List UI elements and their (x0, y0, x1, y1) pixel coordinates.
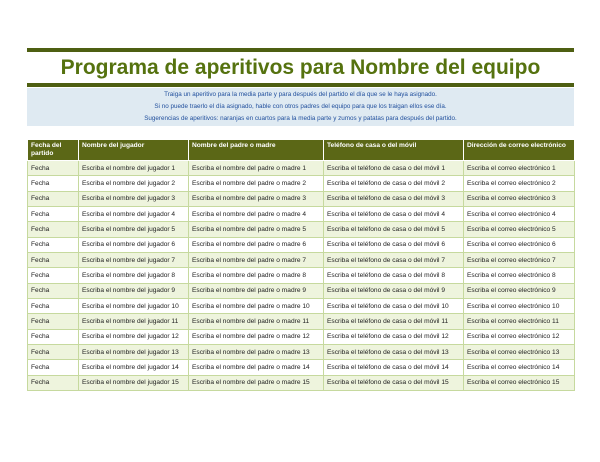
cell-phone[interactable]: Escriba el teléfono de casa o del móvil 8 (324, 268, 464, 283)
cell-parent[interactable]: Escriba el nombre del padre o madre 10 (189, 299, 324, 314)
table-row (28, 268, 575, 283)
cell-player[interactable]: Escriba el nombre del jugador 12 (79, 329, 189, 344)
snack-schedule-table (27, 139, 575, 391)
cell-parent[interactable]: Escriba el nombre del padre o madre 5 (189, 222, 324, 237)
cell-email[interactable]: Escriba el correo electrónico 9 (464, 283, 575, 298)
instruction-line[interactable]: Traiga un aperitivo para la media parte y para después del partido el día que se le haya asignado. (164, 91, 437, 98)
cell-email[interactable]: Escriba el correo electrónico 11 (464, 314, 575, 329)
table-row (28, 345, 575, 360)
cell-date[interactable]: Fecha (28, 191, 79, 206)
cell-date[interactable]: Fecha (28, 314, 79, 329)
cell-phone[interactable]: Escriba el teléfono de casa o del móvil 13 (324, 345, 464, 360)
cell-player[interactable]: Escriba el nombre del jugador 7 (79, 253, 189, 268)
instruction-line[interactable]: Sugerencias de aperitivos: naranjas en cuartos para la media parte y zumos y patatas para después del partido. (144, 115, 457, 122)
column-header-email[interactable]: Dirección de correo electrónico (464, 140, 575, 161)
cell-player[interactable]: Escriba el nombre del jugador 9 (79, 283, 189, 298)
column-header-date[interactable]: Fecha del partido (28, 140, 79, 161)
cell-phone[interactable]: Escriba el teléfono de casa o del móvil 2 (324, 176, 464, 191)
cell-parent[interactable]: Escriba el nombre del padre o madre 14 (189, 360, 324, 375)
cell-player[interactable]: Escriba el nombre del jugador 5 (79, 222, 189, 237)
table-row (28, 375, 575, 390)
column-header-phone[interactable]: Teléfono de casa o del móvil (324, 140, 464, 161)
cell-phone[interactable]: Escriba el teléfono de casa o del móvil 7 (324, 253, 464, 268)
cell-email[interactable]: Escriba el correo electrónico 3 (464, 191, 575, 206)
title-rule (27, 83, 574, 87)
cell-parent[interactable]: Escriba el nombre del padre o madre 15 (189, 375, 324, 390)
page-title[interactable]: Programa de aperitivos para Nombre del equipo (60, 56, 541, 79)
cell-player[interactable]: Escriba el nombre del jugador 8 (79, 268, 189, 283)
cell-date[interactable]: Fecha (28, 375, 79, 390)
table-row (28, 360, 575, 375)
cell-parent[interactable]: Escriba el nombre del padre o madre 6 (189, 237, 324, 252)
cell-player[interactable]: Escriba el nombre del jugador 6 (79, 237, 189, 252)
table-row (28, 237, 575, 252)
cell-player[interactable]: Escriba el nombre del jugador 2 (79, 176, 189, 191)
cell-email[interactable]: Escriba el correo electrónico 7 (464, 253, 575, 268)
cell-date[interactable]: Fecha (28, 222, 79, 237)
cell-email[interactable]: Escriba el correo electrónico 6 (464, 237, 575, 252)
cell-parent[interactable]: Escriba el nombre del padre o madre 11 (189, 314, 324, 329)
table-row (28, 329, 575, 344)
table-row (28, 191, 575, 206)
cell-date[interactable]: Fecha (28, 207, 79, 222)
cell-email[interactable]: Escriba el correo electrónico 13 (464, 345, 575, 360)
cell-player[interactable]: Escriba el nombre del jugador 11 (79, 314, 189, 329)
table-row (28, 253, 575, 268)
cell-date[interactable]: Fecha (28, 345, 79, 360)
cell-parent[interactable]: Escriba el nombre del padre o madre 2 (189, 176, 324, 191)
cell-phone[interactable]: Escriba el teléfono de casa o del móvil 10 (324, 299, 464, 314)
table-row (28, 283, 575, 298)
cell-phone[interactable]: Escriba el teléfono de casa o del móvil 3 (324, 191, 464, 206)
cell-parent[interactable]: Escriba el nombre del padre o madre 1 (189, 161, 324, 176)
top-rule (27, 48, 574, 52)
cell-email[interactable]: Escriba el correo electrónico 15 (464, 375, 575, 390)
cell-parent[interactable]: Escriba el nombre del padre o madre 7 (189, 253, 324, 268)
instructions-box (27, 88, 574, 126)
cell-parent[interactable]: Escriba el nombre del padre o madre 13 (189, 345, 324, 360)
cell-phone[interactable]: Escriba el teléfono de casa o del móvil 5 (324, 222, 464, 237)
cell-player[interactable]: Escriba el nombre del jugador 4 (79, 207, 189, 222)
cell-phone[interactable]: Escriba el teléfono de casa o del móvil 4 (324, 207, 464, 222)
cell-player[interactable]: Escriba el nombre del jugador 3 (79, 191, 189, 206)
table-row (28, 176, 575, 191)
cell-email[interactable]: Escriba el correo electrónico 8 (464, 268, 575, 283)
table-row (28, 161, 575, 176)
cell-email[interactable]: Escriba el correo electrónico 5 (464, 222, 575, 237)
table-row (28, 207, 575, 222)
cell-player[interactable]: Escriba el nombre del jugador 14 (79, 360, 189, 375)
instruction-line[interactable]: Si no puede traerlo el día asignado, hable con otros padres del equipo para que los traigan ellos ese día. (154, 103, 447, 110)
cell-date[interactable]: Fecha (28, 161, 79, 176)
cell-email[interactable]: Escriba el correo electrónico 4 (464, 207, 575, 222)
cell-parent[interactable]: Escriba el nombre del padre o madre 12 (189, 329, 324, 344)
table-row (28, 314, 575, 329)
cell-date[interactable]: Fecha (28, 329, 79, 344)
cell-date[interactable]: Fecha (28, 299, 79, 314)
cell-parent[interactable]: Escriba el nombre del padre o madre 3 (189, 191, 324, 206)
cell-date[interactable]: Fecha (28, 283, 79, 298)
cell-date[interactable]: Fecha (28, 176, 79, 191)
cell-phone[interactable]: Escriba el teléfono de casa o del móvil 14 (324, 360, 464, 375)
cell-phone[interactable]: Escriba el teléfono de casa o del móvil 9 (324, 283, 464, 298)
cell-date[interactable]: Fecha (28, 268, 79, 283)
cell-player[interactable]: Escriba el nombre del jugador 15 (79, 375, 189, 390)
cell-phone[interactable]: Escriba el teléfono de casa o del móvil 11 (324, 314, 464, 329)
cell-player[interactable]: Escriba el nombre del jugador 10 (79, 299, 189, 314)
cell-player[interactable]: Escriba el nombre del jugador 1 (79, 161, 189, 176)
cell-parent[interactable]: Escriba el nombre del padre o madre 9 (189, 283, 324, 298)
cell-email[interactable]: Escriba el correo electrónico 2 (464, 176, 575, 191)
cell-parent[interactable]: Escriba el nombre del padre o madre 8 (189, 268, 324, 283)
table-row (28, 299, 575, 314)
cell-phone[interactable]: Escriba el teléfono de casa o del móvil 1 (324, 161, 464, 176)
cell-date[interactable]: Fecha (28, 237, 79, 252)
column-header-parent[interactable]: Nombre del padre o madre (189, 140, 324, 161)
cell-email[interactable]: Escriba el correo electrónico 14 (464, 360, 575, 375)
cell-phone[interactable]: Escriba el teléfono de casa o del móvil 12 (324, 329, 464, 344)
cell-phone[interactable]: Escriba el teléfono de casa o del móvil 6 (324, 237, 464, 252)
table-row (28, 222, 575, 237)
cell-email[interactable]: Escriba el correo electrónico 12 (464, 329, 575, 344)
table-header-row (28, 140, 575, 161)
cell-player[interactable]: Escriba el nombre del jugador 13 (79, 345, 189, 360)
cell-date[interactable]: Fecha (28, 360, 79, 375)
column-header-player[interactable]: Nombre del jugador (79, 140, 189, 161)
cell-phone[interactable]: Escriba el teléfono de casa o del móvil 15 (324, 375, 464, 390)
cell-parent[interactable]: Escriba el nombre del padre o madre 4 (189, 207, 324, 222)
cell-email[interactable]: Escriba el correo electrónico 1 (464, 161, 575, 176)
cell-email[interactable]: Escriba el correo electrónico 10 (464, 299, 575, 314)
cell-date[interactable]: Fecha (28, 253, 79, 268)
